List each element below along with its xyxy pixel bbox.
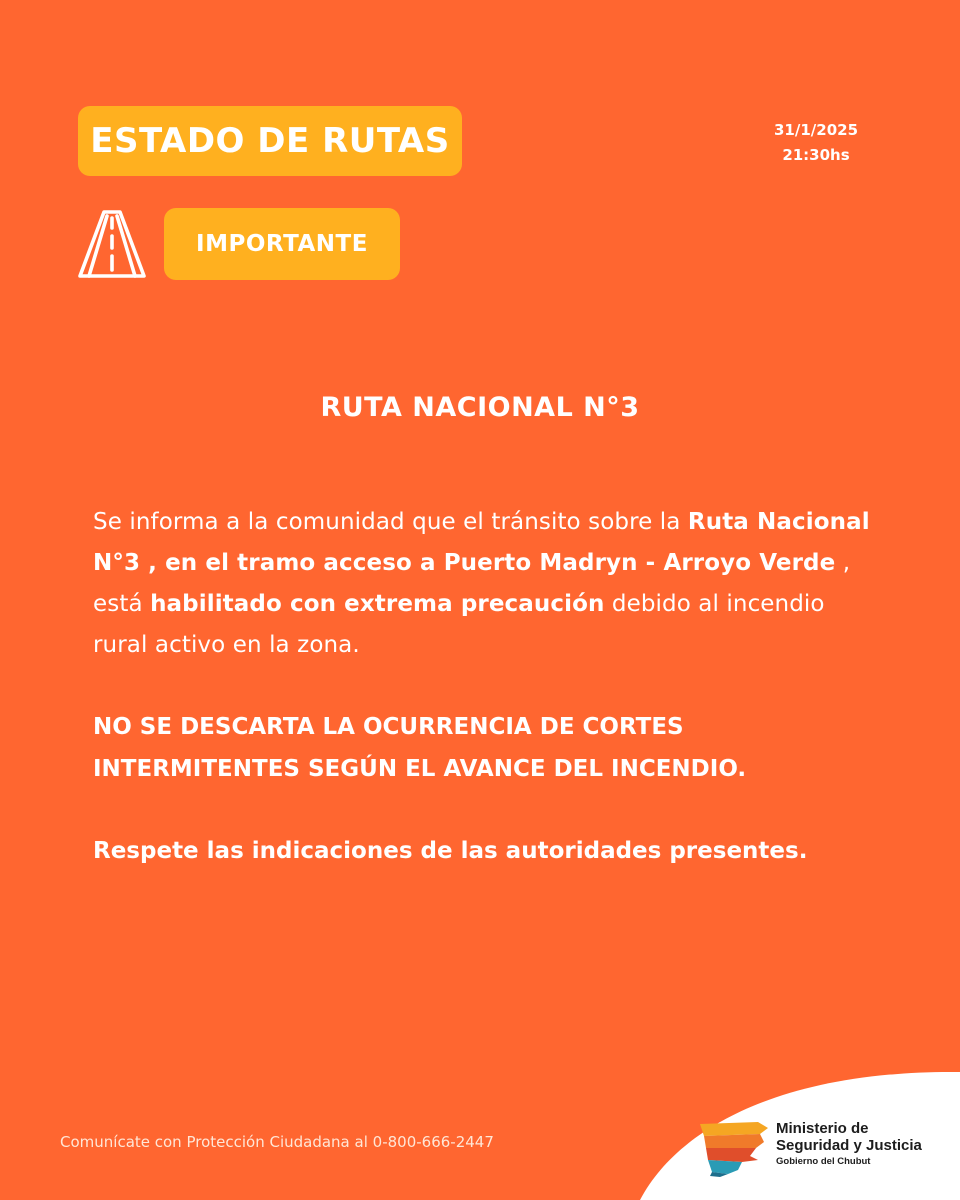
- warning-text: NO SE DESCARTA LA OCURRENCIA DE CORTES INTERMITENTES SEGÚN EL AVANCE DEL INCENDIO.: [93, 714, 747, 782]
- paragraph-segment: Se informa a la comunidad que el tránsito sobre la: [93, 509, 688, 535]
- date-label: 31/1/2025: [773, 121, 859, 139]
- important-label: IMPORTANTE: [196, 231, 368, 257]
- logo-line-3: Gobierno del Chubut: [776, 1156, 871, 1167]
- logo-line-1: Ministerio de: [776, 1120, 869, 1137]
- info-paragraph: [93, 502, 883, 666]
- paragraph-segment: debido al incendio rural activo en la zona.: [93, 591, 825, 658]
- road-icon: [76, 208, 148, 280]
- logo-line-2: Seguridad y Justicia: [776, 1137, 922, 1154]
- important-badge: [164, 208, 400, 280]
- respect-text: Respete las indicaciones de las autoridades presentes.: [93, 838, 808, 864]
- datetime: [760, 118, 872, 168]
- title-badge: [78, 106, 462, 176]
- contact-text: Comunícate con Protección Ciudadana al 0-800-666-2447: [60, 1133, 494, 1151]
- route-title: RUTA NACIONAL N°3: [320, 392, 640, 423]
- paragraph-segment: , está: [93, 550, 851, 617]
- ministry-logo: [776, 1120, 922, 1170]
- chubut-logo-icon: [698, 1118, 770, 1178]
- time-label: 21:30hs: [782, 146, 850, 164]
- paragraph-bold-segment: habilitado con extrema precaución: [150, 591, 605, 617]
- paragraph-bold-segment: Ruta Nacional N°3 , en el tramo acceso a Puerto Madryn - Arroyo Verde: [93, 509, 870, 576]
- page-title: ESTADO DE RUTAS: [90, 121, 450, 161]
